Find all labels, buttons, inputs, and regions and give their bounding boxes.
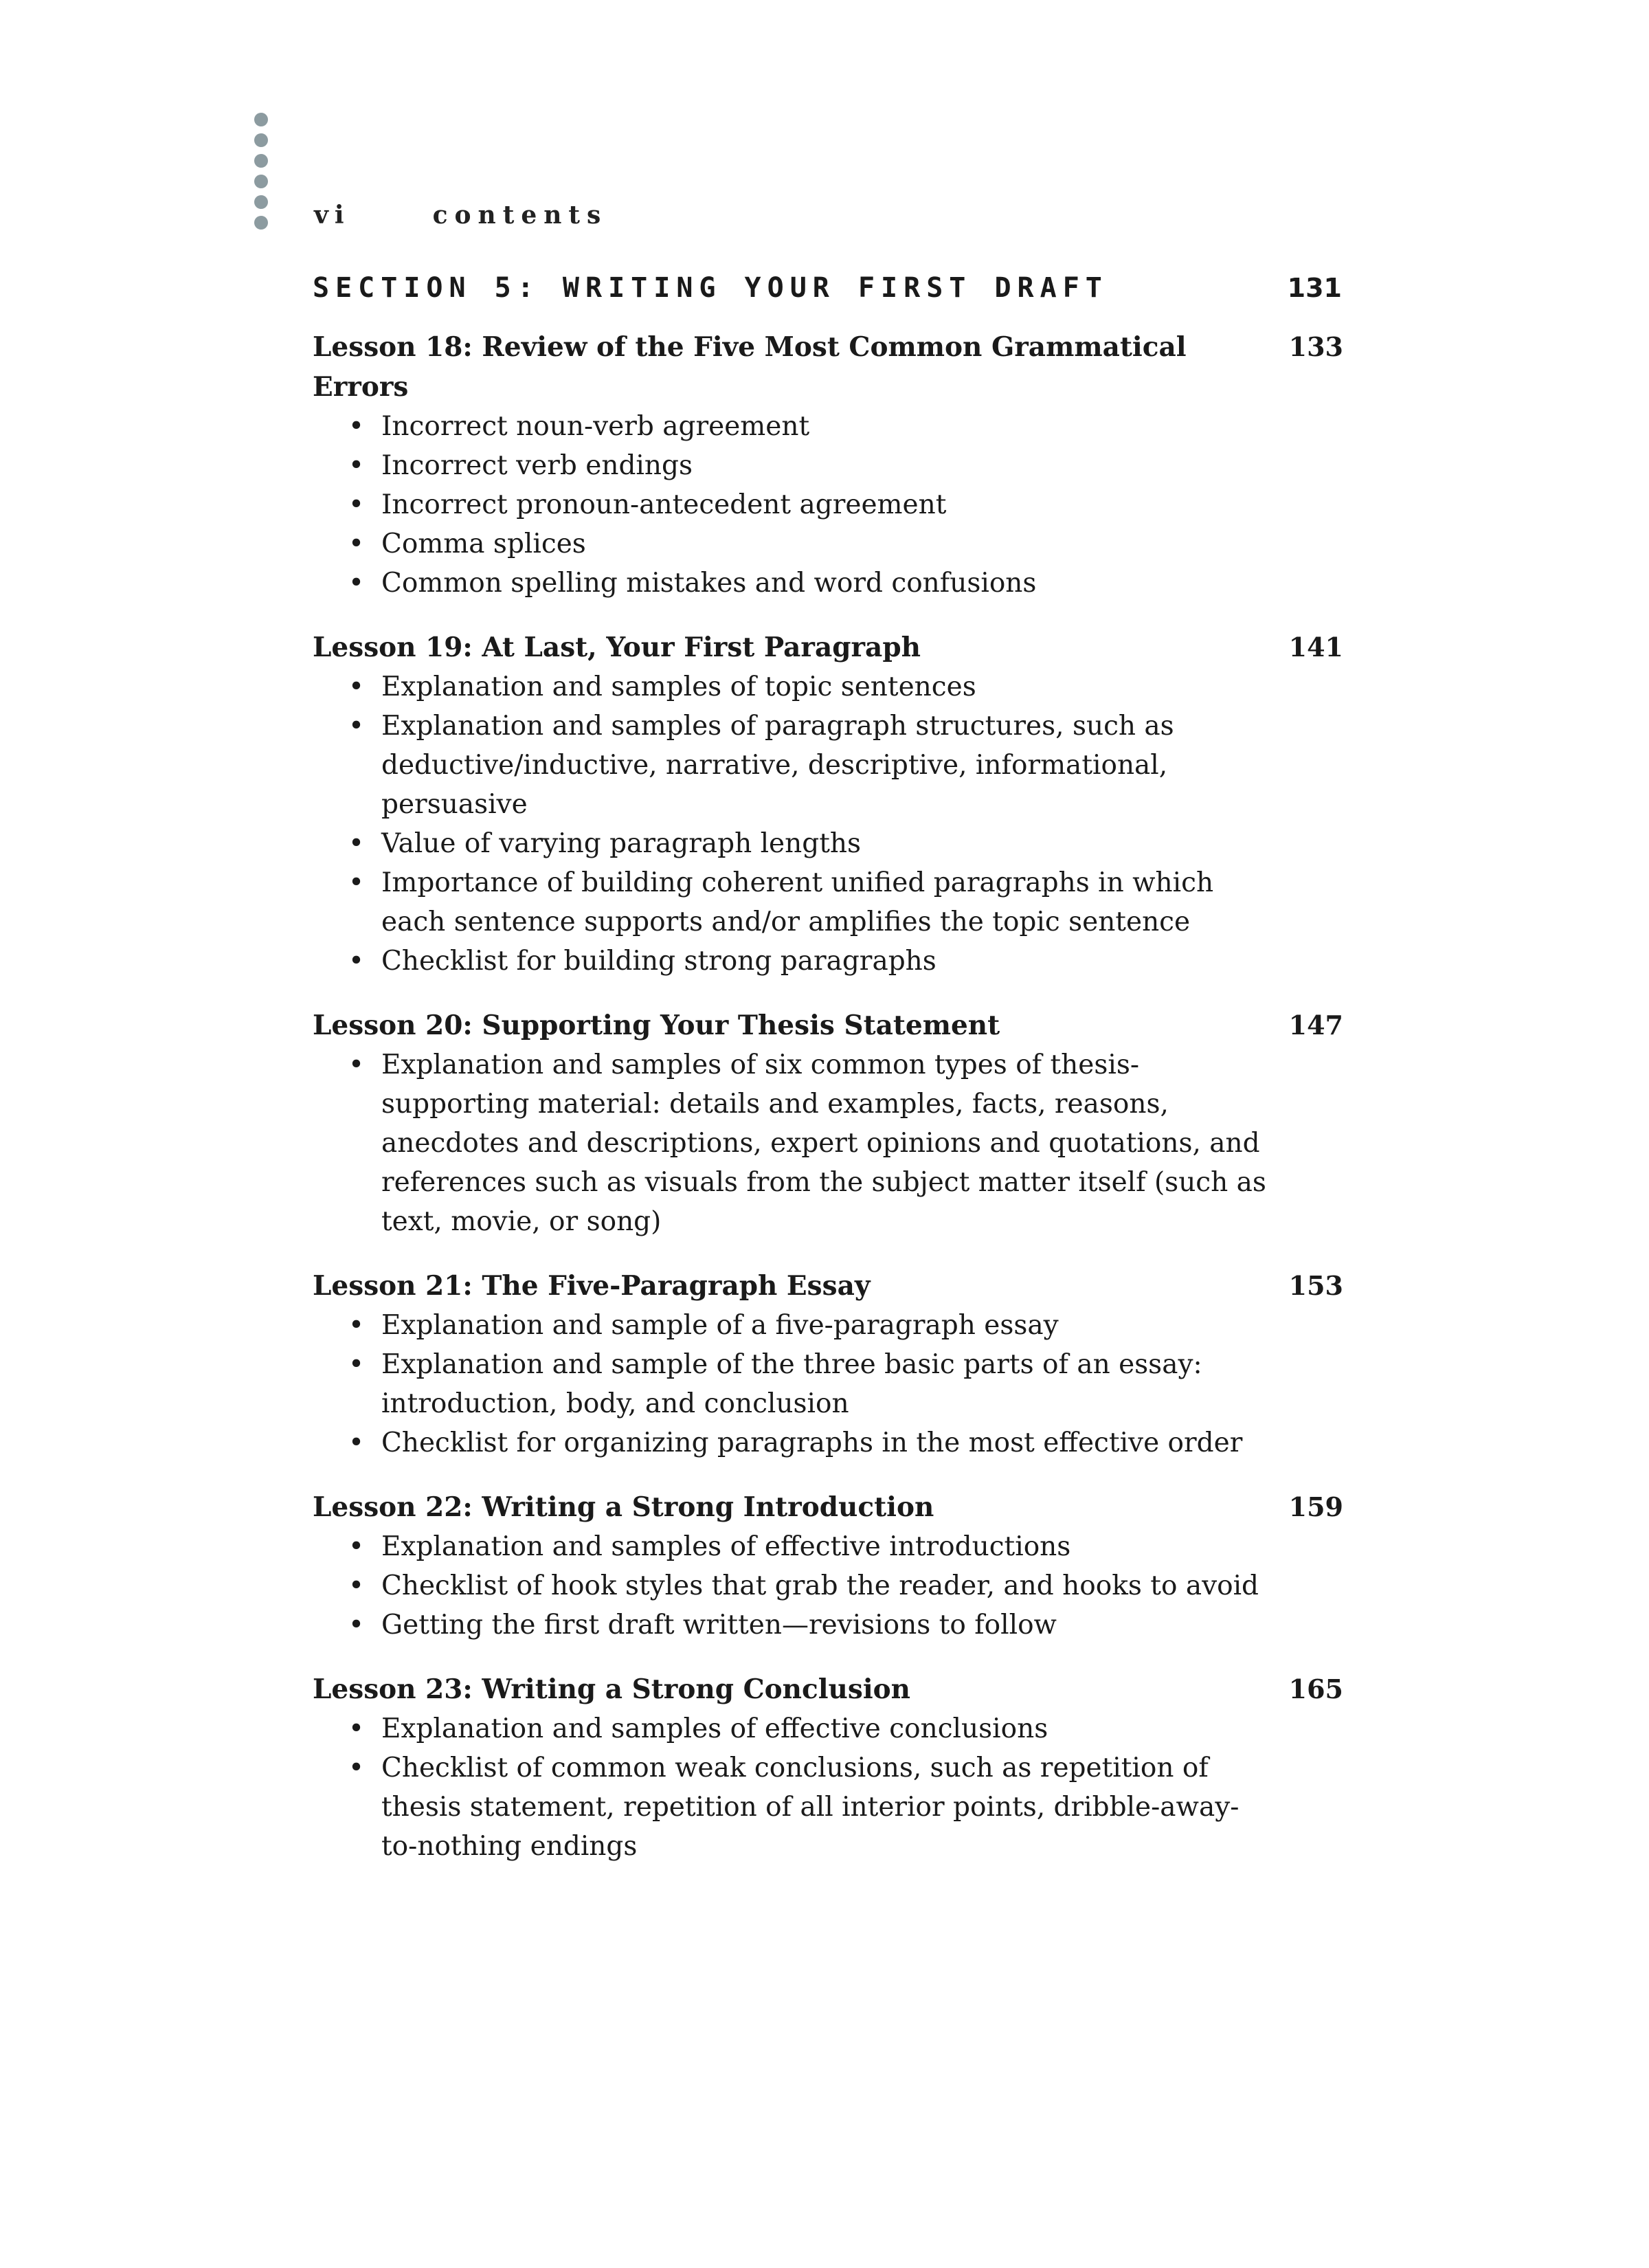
lesson-heading — [313, 1266, 1343, 1306]
lesson-page-number: 159 — [1288, 1491, 1343, 1522]
running-head-title: contents — [432, 201, 608, 230]
decorative-dots — [254, 113, 269, 230]
lesson-heading — [313, 627, 1343, 667]
list-item: • Explanation and samples of six common types of thesis-supporting material: details and examples, facts, reasons, anecdotes and descriptions, expert opinions and quotations, and references such as visuals from the subject matter itself (such as text, movie, or song) — [381, 1045, 1275, 1241]
list-item: • Common spelling mistakes and word confusions — [381, 564, 1275, 603]
list-item: • Explanation and samples of paragraph structures, such as deductive/inductive, narrative, descriptive, informational, persuasive — [381, 707, 1275, 824]
lesson-title: Lesson 19: At Last, Your First Paragraph — [313, 632, 921, 663]
lesson-title: Lesson 23: Writing a Strong Conclusion — [313, 1674, 911, 1705]
lesson-topics — [313, 1045, 1275, 1241]
list-item: • Explanation and samples of effective conclusions — [381, 1709, 1275, 1748]
lesson-page-number: 141 — [1288, 632, 1343, 663]
lesson-heading — [313, 1005, 1343, 1045]
dot — [254, 175, 268, 188]
lesson-heading — [313, 327, 1343, 407]
lesson-entry — [313, 1487, 1343, 1645]
lesson-page-number: 153 — [1288, 1270, 1343, 1301]
dot — [254, 195, 268, 209]
lesson-title: Lesson 20: Supporting Your Thesis Statement — [313, 1010, 1000, 1041]
list-item: • Explanation and sample of the three basic parts of an essay: introduction, body, and conclusion — [381, 1345, 1275, 1423]
section-page-number: 131 — [1287, 273, 1342, 303]
list-item: • Checklist for organizing paragraphs in the most effective order — [381, 1423, 1275, 1463]
page-number: vi — [314, 201, 350, 230]
section-heading — [313, 272, 1343, 304]
list-item: • Explanation and sample of a five-paragraph essay — [381, 1306, 1275, 1345]
list-item: • Explanation and samples of topic sentences — [381, 667, 1275, 707]
list-item: • Incorrect pronoun-antecedent agreement — [381, 485, 1275, 524]
dot — [254, 133, 268, 147]
lesson-entry — [313, 1005, 1343, 1241]
lesson-heading — [313, 1669, 1343, 1709]
lesson-topics — [313, 1306, 1275, 1463]
list-item: • Getting the first draft written—revisions to follow — [381, 1605, 1275, 1645]
lesson-topics — [313, 1527, 1275, 1645]
dot — [254, 216, 268, 230]
lesson-topics — [313, 667, 1275, 981]
section-title: SECTION 5: WRITING YOUR FIRST DRAFT — [313, 272, 1108, 304]
lesson-page-number: 165 — [1288, 1674, 1343, 1704]
lesson-entry — [313, 1669, 1343, 1866]
list-item: • Incorrect noun-verb agreement — [381, 407, 1275, 446]
lesson-entry — [313, 627, 1343, 981]
dot — [254, 113, 268, 126]
lesson-topics — [313, 407, 1275, 603]
table-of-contents — [313, 272, 1343, 1891]
lesson-page-number: 147 — [1288, 1010, 1343, 1041]
dot — [254, 154, 268, 168]
list-item: • Incorrect verb endings — [381, 446, 1275, 485]
lesson-heading — [313, 1487, 1343, 1527]
lesson-list — [313, 327, 1343, 1866]
lesson-title: Lesson 18: Review of the Five Most Common Grammatical Errors — [313, 331, 1187, 403]
list-item: • Comma splices — [381, 524, 1275, 564]
lesson-entry — [313, 1266, 1343, 1463]
lesson-title: Lesson 22: Writing a Strong Introduction — [313, 1491, 934, 1523]
list-item: • Checklist for building strong paragraphs — [381, 942, 1275, 981]
list-item: • Explanation and samples of effective introductions — [381, 1527, 1275, 1566]
list-item: • Importance of building coherent unified paragraphs in which each sentence supports and/or amplifies the topic sentence — [381, 863, 1275, 942]
lesson-page-number: 133 — [1288, 331, 1343, 362]
lesson-entry — [313, 327, 1343, 603]
list-item: • Checklist of common weak conclusions, such as repetition of thesis statement, repetition of all interior points, dribble-away-to-nothing endings — [381, 1748, 1275, 1866]
lesson-topics — [313, 1709, 1275, 1866]
running-head — [314, 201, 607, 230]
list-item: • Checklist of hook styles that grab the reader, and hooks to avoid — [381, 1566, 1275, 1605]
list-item: • Value of varying paragraph lengths — [381, 824, 1275, 863]
lesson-title: Lesson 21: The Five-Paragraph Essay — [313, 1270, 871, 1302]
